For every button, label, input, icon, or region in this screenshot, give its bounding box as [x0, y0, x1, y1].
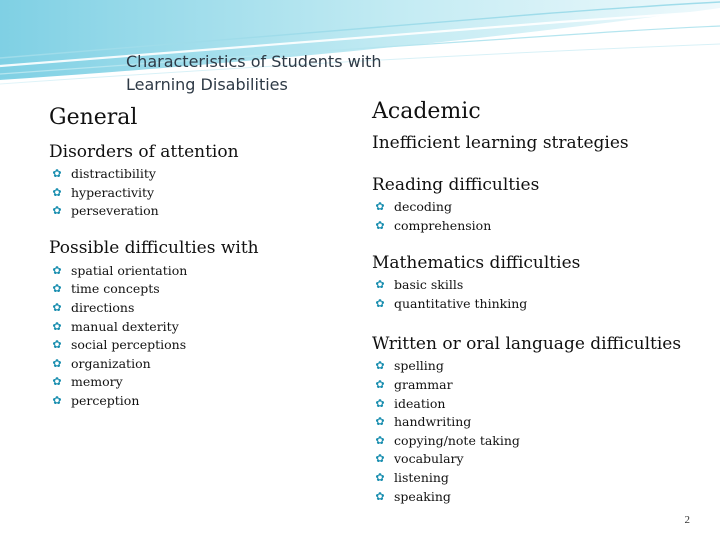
list-item: ✿ listening [372, 469, 692, 488]
bullet-icon: ✿ [52, 204, 62, 218]
bullet-icon: ✿ [375, 359, 385, 373]
bullet-icon: ✿ [52, 185, 62, 199]
list-item: ✿ comprehension [372, 217, 692, 236]
right-heading: Academic [372, 99, 481, 124]
bullet-icon: ✿ [375, 218, 385, 232]
list-item: ✿ memory [49, 373, 349, 392]
bullet-icon: ✿ [52, 356, 62, 370]
bullet-icon: ✿ [375, 296, 385, 310]
list-attention [49, 165, 349, 221]
list-item: ✿ social perceptions [49, 336, 349, 355]
list-item: ✿ copying/note taking [372, 432, 692, 451]
bullet-icon: ✿ [52, 167, 62, 180]
list-item: ✿ manual dexterity [49, 318, 349, 337]
bullet-icon: ✿ [375, 433, 385, 447]
bullet-icon: ✿ [375, 489, 385, 503]
bullet-icon: ✿ [375, 452, 385, 466]
list-item: ✿ spelling [372, 357, 692, 376]
bullet-icon: ✿ [52, 263, 62, 277]
group-label-attention: Disorders of attention [49, 142, 239, 162]
bullet-icon: ✿ [52, 319, 62, 333]
list-item: ✿ handwriting [372, 413, 692, 432]
group-label-reading: Reading difficulties [372, 175, 540, 195]
bullet-icon: ✿ [52, 338, 62, 352]
group-label-learning-strategies: Inefficient learning strategies [372, 133, 629, 153]
bullet-icon: ✿ [52, 393, 62, 407]
list-item: ✿ hyperactivity [49, 184, 349, 203]
list-item: ✿ quantitative thinking [372, 295, 692, 314]
list-item: ✿ ideation [372, 395, 692, 414]
bullet-icon: ✿ [375, 396, 385, 410]
slide-title: Characteristics of Students with Learning Disabilities [126, 52, 382, 94]
group-label-mathematics: Mathematics difficulties [372, 253, 581, 274]
left-heading: General [49, 105, 138, 130]
list-mathematics [372, 276, 692, 313]
list-written-oral-language [372, 357, 692, 506]
right-column [372, 98, 692, 506]
bullet-icon: ✿ [375, 377, 385, 391]
bullet-icon: ✿ [375, 470, 385, 484]
list-reading [372, 198, 692, 235]
bullet-icon: ✿ [52, 282, 62, 296]
page-number: 2 [684, 514, 690, 526]
list-item: ✿ time concepts [49, 280, 349, 299]
list-item: ✿ perseveration [49, 202, 349, 221]
list-item: ✿ speaking [372, 488, 692, 507]
group-label-written-oral-language: Written or oral language difficulties [372, 334, 682, 355]
group-label-possible-difficulties: Possible difficulties with [49, 237, 259, 258]
list-item: ✿ spatial orientation [49, 262, 349, 281]
list-item: ✿ vocabulary [372, 450, 692, 469]
bullet-icon: ✿ [375, 415, 385, 429]
bullet-icon: ✿ [375, 278, 385, 292]
left-column [49, 104, 349, 411]
bullet-icon: ✿ [52, 300, 62, 314]
list-item: ✿ perception [49, 392, 349, 411]
list-item: ✿ directions [49, 299, 349, 318]
list-item: ✿ basic skills [372, 276, 692, 295]
list-possible-difficulties [49, 262, 349, 411]
bullet-icon: ✿ [375, 200, 385, 213]
list-item: ✿ grammar [372, 376, 692, 395]
list-item: ✿ distractibility [49, 165, 349, 184]
list-item: ✿ organization [49, 355, 349, 374]
list-item: ✿ decoding [372, 198, 692, 217]
bullet-icon: ✿ [52, 375, 62, 389]
